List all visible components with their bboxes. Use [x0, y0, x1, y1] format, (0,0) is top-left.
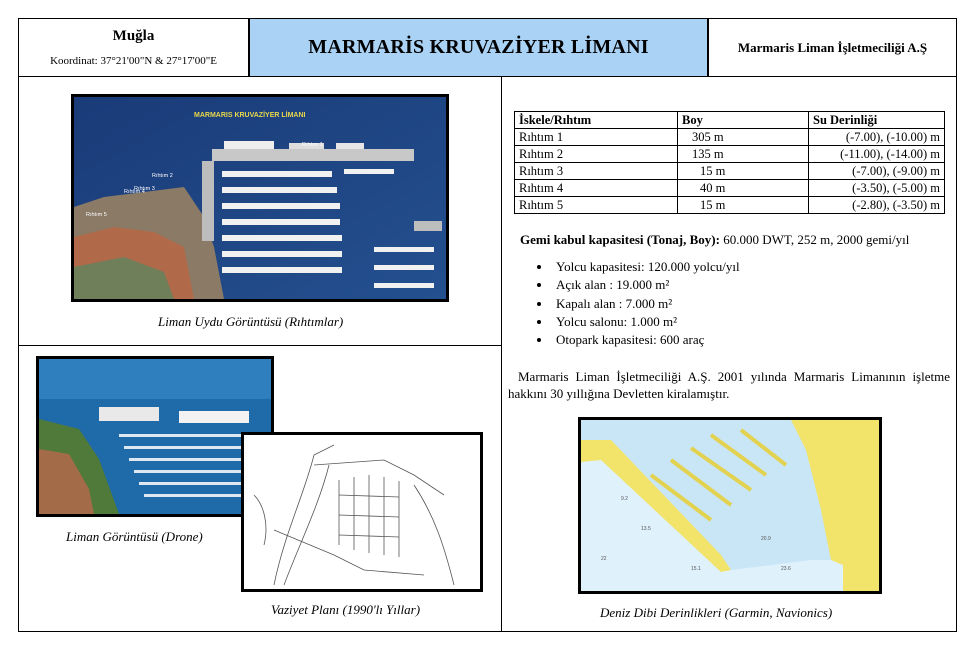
- depth-cell: (-2.80), (-3.50) m: [809, 197, 945, 214]
- berth-cell: Rıhtım 2: [515, 146, 678, 163]
- table-header-row: [515, 112, 945, 129]
- depth-cell: (-7.00), (-10.00) m: [809, 129, 945, 146]
- site-plan-drawing: [244, 435, 480, 589]
- list-item: • Otopark kapasitesi: 600 araç: [552, 331, 740, 349]
- satellite-picture: [74, 97, 446, 299]
- satellite-label-2: Rıhtım 2: [152, 173, 173, 179]
- depth-cell: (-11.00), (-14.00) m: [809, 146, 945, 163]
- site-plan-caption: Vaziyet Planı (1990'lı Yıllar): [271, 602, 421, 617]
- table-row: [515, 197, 945, 214]
- svg-text:15.1: 15.1: [691, 566, 701, 572]
- table-row: [515, 129, 945, 146]
- berth-table: [514, 111, 945, 214]
- title-cell: [249, 18, 708, 77]
- description-paragraph: Marmaris Liman İşletmeciliği A.Ş. 2001 yılında Marmaris Limanının işletme hakkını 30 yıllığına Devletten kiralamıştır.: [508, 369, 950, 401]
- satellite-overlay-title: MARMARIS KRUVAZİYER LİMANI: [194, 112, 306, 119]
- operator-cell: [708, 18, 957, 77]
- list-item: • Yolcu kapasitesi: 120.000 yolcu/yıl: [552, 258, 740, 276]
- satellite-label-1: Rıhtım 1: [302, 142, 323, 148]
- header-depth: Su Derinliği: [809, 112, 945, 129]
- satellite-label-5: Rıhtım 5: [86, 212, 107, 218]
- row-divider: [18, 345, 502, 346]
- table-row: [515, 180, 945, 197]
- length-cell: 305 m: [678, 129, 809, 146]
- svg-text:20.9: 20.9: [761, 536, 771, 542]
- facts-list: [510, 258, 740, 349]
- header-length: Boy: [678, 112, 809, 129]
- depth-chart-drawing: [581, 420, 879, 591]
- depth-cell: (-7.00), (-9.00) m: [809, 163, 945, 180]
- berth-cell: Rıhtım 1: [515, 129, 678, 146]
- drone-caption: Liman Görüntüsü (Drone): [66, 529, 203, 544]
- berth-cell: Rıhtım 3: [515, 163, 678, 180]
- list-item: • Kapalı alan : 7.000 m²: [552, 295, 740, 313]
- berth-cell: Rıhtım 5: [515, 197, 678, 214]
- depth-cell: (-3.50), (-5.00) m: [809, 180, 945, 197]
- satellite-caption: Liman Uydu Görüntüsü (Rıhtımlar): [158, 314, 344, 329]
- length-cell: 40 m: [678, 180, 809, 197]
- ship-capacity: [520, 232, 909, 248]
- svg-text:13.5: 13.5: [641, 526, 651, 532]
- operator-name: Marmaris Liman İşletmeciliği A.Ş: [737, 39, 928, 55]
- header-berth: İskele/Rıhtım: [515, 112, 678, 129]
- column-divider: [501, 77, 502, 632]
- length-cell: 15 m: [678, 197, 809, 214]
- satellite-label-4: Rıhtım 4: [124, 189, 145, 195]
- page-title: MARMARİS KRUVAZİYER LİMANI: [308, 36, 649, 58]
- city-name: Muğla: [112, 28, 155, 44]
- length-cell: 15 m: [678, 163, 809, 180]
- capacity-label: Gemi kabul kapasitesi (Tonaj, Boy):: [520, 232, 720, 247]
- depth-chart-image: [578, 417, 882, 594]
- site-plan-image: [241, 432, 483, 592]
- length-cell: 135 m: [678, 146, 809, 163]
- coordinates: Koordinat: 37°21'00"N & 27°17'00"E: [50, 55, 217, 67]
- capacity-value: 60.000 DWT, 252 m, 2000 gemi/yıl: [719, 232, 910, 247]
- berth-cell: Rıhtım 4: [515, 180, 678, 197]
- svg-text:9.2: 9.2: [621, 496, 628, 502]
- depth-chart-caption: Deniz Dibi Derinlikleri (Garmin, Navionics): [600, 605, 833, 620]
- drone-picture: [39, 359, 271, 514]
- satellite-label-3: Rıhtım 3: [134, 186, 155, 192]
- table-row: [515, 146, 945, 163]
- svg-text:22: 22: [601, 556, 607, 562]
- table-row: [515, 163, 945, 180]
- svg-text:23.6: 23.6: [781, 566, 791, 572]
- location-cell: [18, 18, 249, 77]
- drone-image: [36, 356, 274, 517]
- list-item: • Açık alan : 19.000 m²: [552, 276, 740, 294]
- satellite-image: [71, 94, 449, 302]
- list-item: • Yolcu salonu: 1.000 m²: [552, 313, 740, 331]
